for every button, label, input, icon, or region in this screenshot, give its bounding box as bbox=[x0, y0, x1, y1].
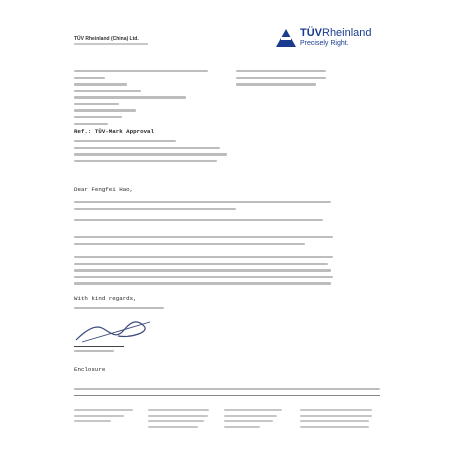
closing-regards: With kind regards, bbox=[74, 295, 137, 302]
body-paragraph-1-illegible bbox=[74, 201, 336, 214]
letter-subject: Ref.: TÜV-Mark Approval bbox=[74, 128, 155, 135]
equipment-details-illegible bbox=[74, 140, 244, 166]
signature-line bbox=[74, 346, 124, 347]
footer-rule bbox=[74, 395, 380, 396]
signatory-title-illegible bbox=[74, 307, 164, 314]
logo-wordmark: TÜVRheinland bbox=[300, 27, 372, 39]
signatory-name-illegible bbox=[74, 350, 114, 357]
salutation: Dear Fengfei Hao, bbox=[74, 186, 134, 193]
body-paragraph-2-illegible bbox=[74, 219, 336, 226]
footer-col-address-illegible bbox=[148, 409, 210, 431]
handwritten-signature bbox=[72, 316, 156, 346]
company-name: TÜV Rheinland (China) Ltd. bbox=[74, 36, 139, 42]
footer-col-contact-illegible bbox=[300, 409, 380, 431]
member-line-illegible bbox=[74, 42, 148, 45]
tuv-logo bbox=[276, 26, 426, 56]
body-paragraph-3-illegible bbox=[74, 236, 336, 249]
body-paragraph-4-illegible bbox=[74, 256, 336, 289]
logo-tagline: Precisely Right. bbox=[300, 40, 349, 47]
footer-col-address-cn-illegible bbox=[224, 409, 284, 431]
footer-notice-illegible bbox=[74, 388, 380, 394]
footer-col-company-illegible bbox=[74, 409, 136, 426]
reference-block-illegible bbox=[236, 70, 336, 90]
enclosure-note: Enclosure bbox=[74, 366, 106, 373]
recipient-address-illegible bbox=[74, 70, 214, 129]
